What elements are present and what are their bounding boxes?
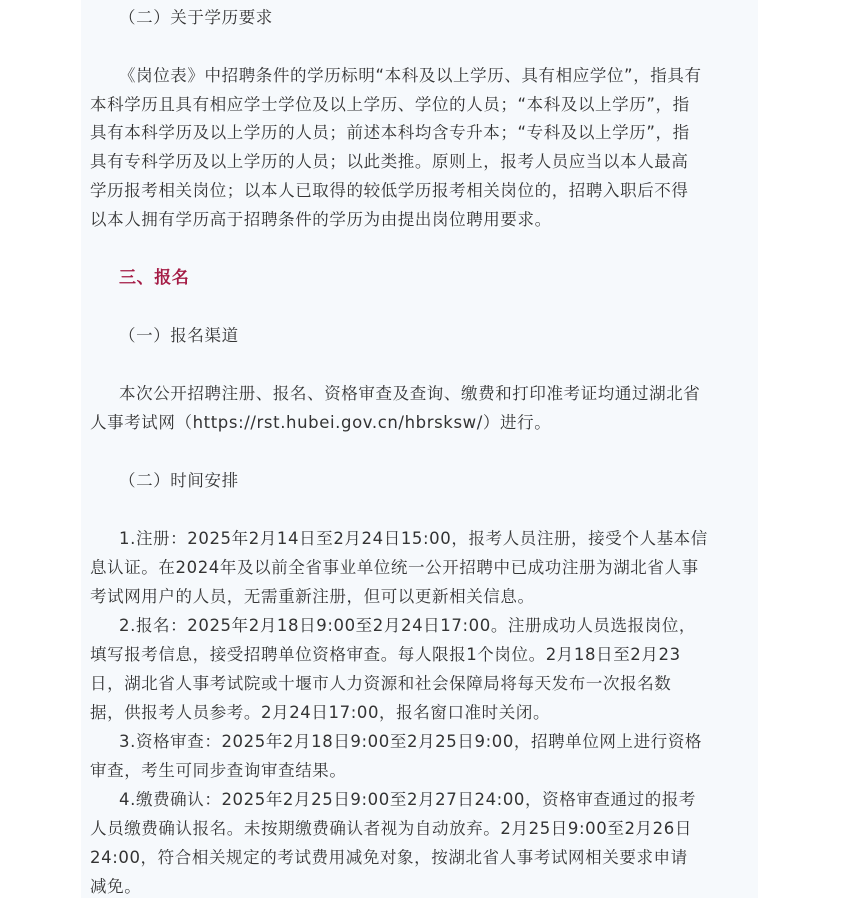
time-paragraph-line: 日，湖北省人事考试院或十堰市人力资源和社会保障局将每天发布一次报名数	[90, 674, 672, 693]
channel-paragraph-line: 人事考试网（https://rst.hubei.gov.cn/hbrsksw/）进行。	[90, 413, 552, 432]
edu-paragraph-line: 具有专科学历及以上学历的人员；以此类推。原则上，报考人员应当以本人最高	[90, 152, 689, 171]
edu-subsection-title: （二）关于学历要求	[119, 8, 273, 27]
time-paragraph-line: 填写报考信息，接受招聘单位资格审查。每人限报1个岗位。2月18日至2月23	[90, 645, 681, 664]
time-paragraph-line: 24:00，符合相关规定的考试费用减免对象，按湖北省人事考试网相关要求申请	[90, 848, 688, 867]
time-paragraph-line: 1.注册：2025年2月14日至2月24日15:00，报考人员注册，接受个人基本信	[119, 529, 708, 548]
time-paragraph-line: 据，供报考人员参考。2月24日17:00，报名窗口准时关闭。	[90, 703, 551, 722]
time-subsection-title: （二）时间安排	[119, 471, 239, 490]
time-paragraph-line: 3.资格审查：2025年2月18日9:00至2月25日9:00，招聘单位网上进行资格	[119, 732, 703, 751]
edu-paragraph-line: 具有本科学历及以上学历的人员；前述本科均含专升本；“专科及以上学历”，指	[90, 123, 690, 142]
time-paragraph-line: 息认证。在2024年及以前全省事业单位统一公开招聘中已成功注册为湖北省人事	[90, 558, 699, 577]
time-paragraph-line: 4.缴费确认：2025年2月25日9:00至2月27日24:00，资格审查通过的报考	[119, 790, 697, 809]
channel-subsection-title: （一）报名渠道	[119, 326, 239, 345]
time-paragraph-line: 人员缴费确认报名。未按期缴费确认者视为自动放弃。2月25日9:00至2月26日	[90, 819, 692, 838]
time-paragraph-line: 审查，考生可同步查询审查结果。	[90, 761, 347, 780]
edu-paragraph-line: 以本人拥有学历高于招聘条件的学历为由提出岗位聘用要求。	[90, 210, 552, 229]
registration-heading: 三、报名	[119, 268, 190, 288]
edu-paragraph-line: 学历报考相关岗位；以本人已取得的较低学历报考相关岗位的，招聘入职后不得	[90, 181, 689, 200]
time-paragraph-line: 考试网用户的人员，无需重新注册，但可以更新相关信息。	[90, 587, 535, 606]
edu-paragraph-line: 《岗位表》中招聘条件的学历标明“本科及以上学历、具有相应学位”，指具有	[119, 66, 702, 85]
channel-paragraph-line: 本次公开招聘注册、报名、资格审查及查询、缴费和打印准考证均通过湖北省	[119, 384, 701, 403]
edu-paragraph-line: 本科学历且具有相应学士学位及以上学历、学位的人员；“本科及以上学历”，指	[90, 95, 690, 114]
time-paragraph-line: 减免。	[90, 877, 142, 896]
time-paragraph-line: 2.报名：2025年2月18日9:00至2月24日17:00。注册成功人员选报岗位，	[119, 616, 697, 635]
